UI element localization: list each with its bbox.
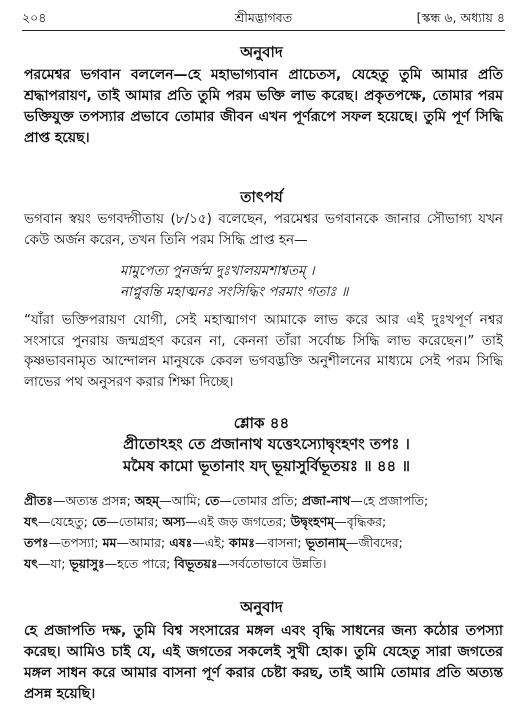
synonym-word: ভূয়াসুঃ bbox=[69, 556, 105, 571]
synonym-line bbox=[24, 511, 503, 532]
synonym-meaning: —যা; bbox=[37, 556, 70, 571]
translation-heading: অনুবাদ bbox=[240, 43, 283, 61]
sanskrit-quote-line-2: নাপ্নুবন্তি মহাত্মনঃ সংসিদ্ধিং পরমাং গতাঃ ॥ bbox=[120, 284, 349, 300]
page-header bbox=[22, 8, 505, 28]
synonym-meaning: —বাসনা; bbox=[254, 535, 306, 550]
synonym-word: উদ্বৃংহণম্ bbox=[290, 514, 335, 529]
synonym-word: কামঃ bbox=[228, 535, 255, 550]
synonym-word: তে bbox=[204, 493, 220, 508]
verse-heading: শ্লোক ৪৪ bbox=[233, 414, 290, 432]
synonym-meaning: —এই; bbox=[192, 535, 229, 550]
verse-line-2: মমৈষ কামো ভূতানাং যদ্ ভূয়াসুর্বিভূতয়ঃ ॥ ৪৪ ॥ bbox=[122, 457, 410, 475]
purport-heading: তাৎপর্য bbox=[240, 188, 283, 206]
synonym-word: তপঃ bbox=[24, 535, 49, 550]
synonym-meaning: —এই জড় জগতের; bbox=[185, 514, 291, 529]
synonym-meaning: —বৃদ্ধিকর; bbox=[334, 514, 387, 529]
synonym-word: ভূতানাম্ bbox=[305, 535, 346, 550]
translation-heading-2: অনুবাদ bbox=[240, 598, 283, 616]
book-title: শ্রীমদ্ভাগবত bbox=[234, 10, 293, 25]
header-divider bbox=[22, 30, 505, 31]
sanskrit-quote-line-1: মামুপেত্য পুনর্জন্ম দুঃখালয়মশাশ্বতম্ । bbox=[120, 263, 315, 279]
synonym-meaning: —তপস্যা; bbox=[48, 535, 103, 550]
translation-text-2: হে প্রজাপতি দক্ষ, তুমি বিশ্ব সংসারের মঙ্গল এবং বৃদ্ধি সাধনের জন্য কঠোর তপস্যা করেছ। আমিও চাই যে, এই জগতের সকলেই সুখী হোক। তুমি যেহেতু সারা জগতের মঙ্গল সাধন করে আমার বাসনা পূর্ণ করার চেষ্টা করছ, তাই আমি তোমার প্রতি অত্যন্ত প্রসন্ন হয়েছি। bbox=[24, 623, 503, 702]
synonym-meaning: —আমার; bbox=[116, 535, 170, 550]
synonym-word: বিভূতয়ঃ bbox=[174, 556, 218, 571]
page-number: ২০৪ bbox=[22, 10, 47, 25]
synonym-line bbox=[24, 532, 503, 553]
synonym-meaning: —সর্বতোভাবে উন্নতি। bbox=[217, 556, 327, 571]
synonym-word: প্রীতঃ bbox=[24, 493, 53, 508]
synonym-meaning: —হতে পারে; bbox=[104, 556, 175, 571]
synonym-word: মম bbox=[102, 535, 117, 550]
synonym-word: অস্য bbox=[162, 514, 186, 529]
translation-text: পরমেশ্বর ভগবান বললেন—হে মহাভাগ্যবান প্রাচেতস, যেহেতু তুমি আমার প্রতি শ্রদ্ধাপরায়ণ, তাই আমার প্রতি তুমি পরম ভক্তি লাভ করেছ। প্রকৃতপক্ষে, তোমার পরম ভক্তিযুক্ত তপস্যার প্রভাবে তোমার জীবন এখন পূর্ণরূপে সফল হয়েছে। তুমি পূর্ণ সিদ্ধি প্রাপ্ত হয়েছ। bbox=[24, 67, 503, 146]
synonym-word: যৎ bbox=[24, 556, 38, 571]
synonym-meaning: —তোমার প্রতি; bbox=[219, 493, 302, 508]
synonym-word: এষঃ bbox=[169, 535, 193, 550]
synonym-word: তে bbox=[91, 514, 107, 529]
synonym-line bbox=[24, 553, 503, 574]
synonyms bbox=[24, 490, 503, 574]
synonym-meaning: —জীবদের; bbox=[345, 535, 403, 550]
purport-intro: ভগবান স্বয়ং ভগবদ্গীতায় (৮/১৫) বলেছেন, পরমেশ্বর ভগবানকে জানার সৌভাগ্য যখন কেউ অর্জন করেন, তখন তিনি পরম সিদ্ধি প্রাপ্ত হন— bbox=[24, 211, 503, 248]
synonym-meaning: —হে প্রজাপতি; bbox=[350, 493, 429, 508]
verse-line-1: প্রীতোঽহং তে প্রজানাথ যত্তেঽস্যোদ্বৃংহণং তপঃ । bbox=[123, 435, 410, 453]
chapter-reference: [স্কন্ধ ৬, অধ্যায় ৪ bbox=[416, 10, 505, 25]
purport-text: “যাঁরা ভক্তিপরায়ণ যোগী, সেই মহাত্মাগণ আমাকে লাভ করে আর এই দুঃখপূর্ণ নশ্বর সংসারে পুনরায় জন্মগ্রহণ করেন না, কেননা তাঁরা সর্বোচ্চ সিদ্ধি লাভ করেছেন।” তাই কৃষ্ণভাবনামৃত আন্দোলন মানুষকে কেবল ভগবদ্ভক্তি অনুশীলনের মাধ্যমে সেই পরম সিদ্ধি লাভের পথ অনুসরণ করার শিক্ষা দিচ্ছে। bbox=[24, 312, 503, 390]
synonym-meaning: —যেহেতু; bbox=[37, 514, 92, 529]
synonym-meaning: —আমি; bbox=[159, 493, 205, 508]
synonym-line bbox=[24, 490, 503, 511]
synonym-meaning: —অত্যন্ত প্রসন্ন; bbox=[52, 493, 135, 508]
synonym-word: প্রজা-নাথ bbox=[301, 493, 351, 508]
synonym-word: অহম্ bbox=[134, 493, 160, 508]
synonym-word: যৎ bbox=[24, 514, 38, 529]
synonym-meaning: —তোমার; bbox=[106, 514, 163, 529]
